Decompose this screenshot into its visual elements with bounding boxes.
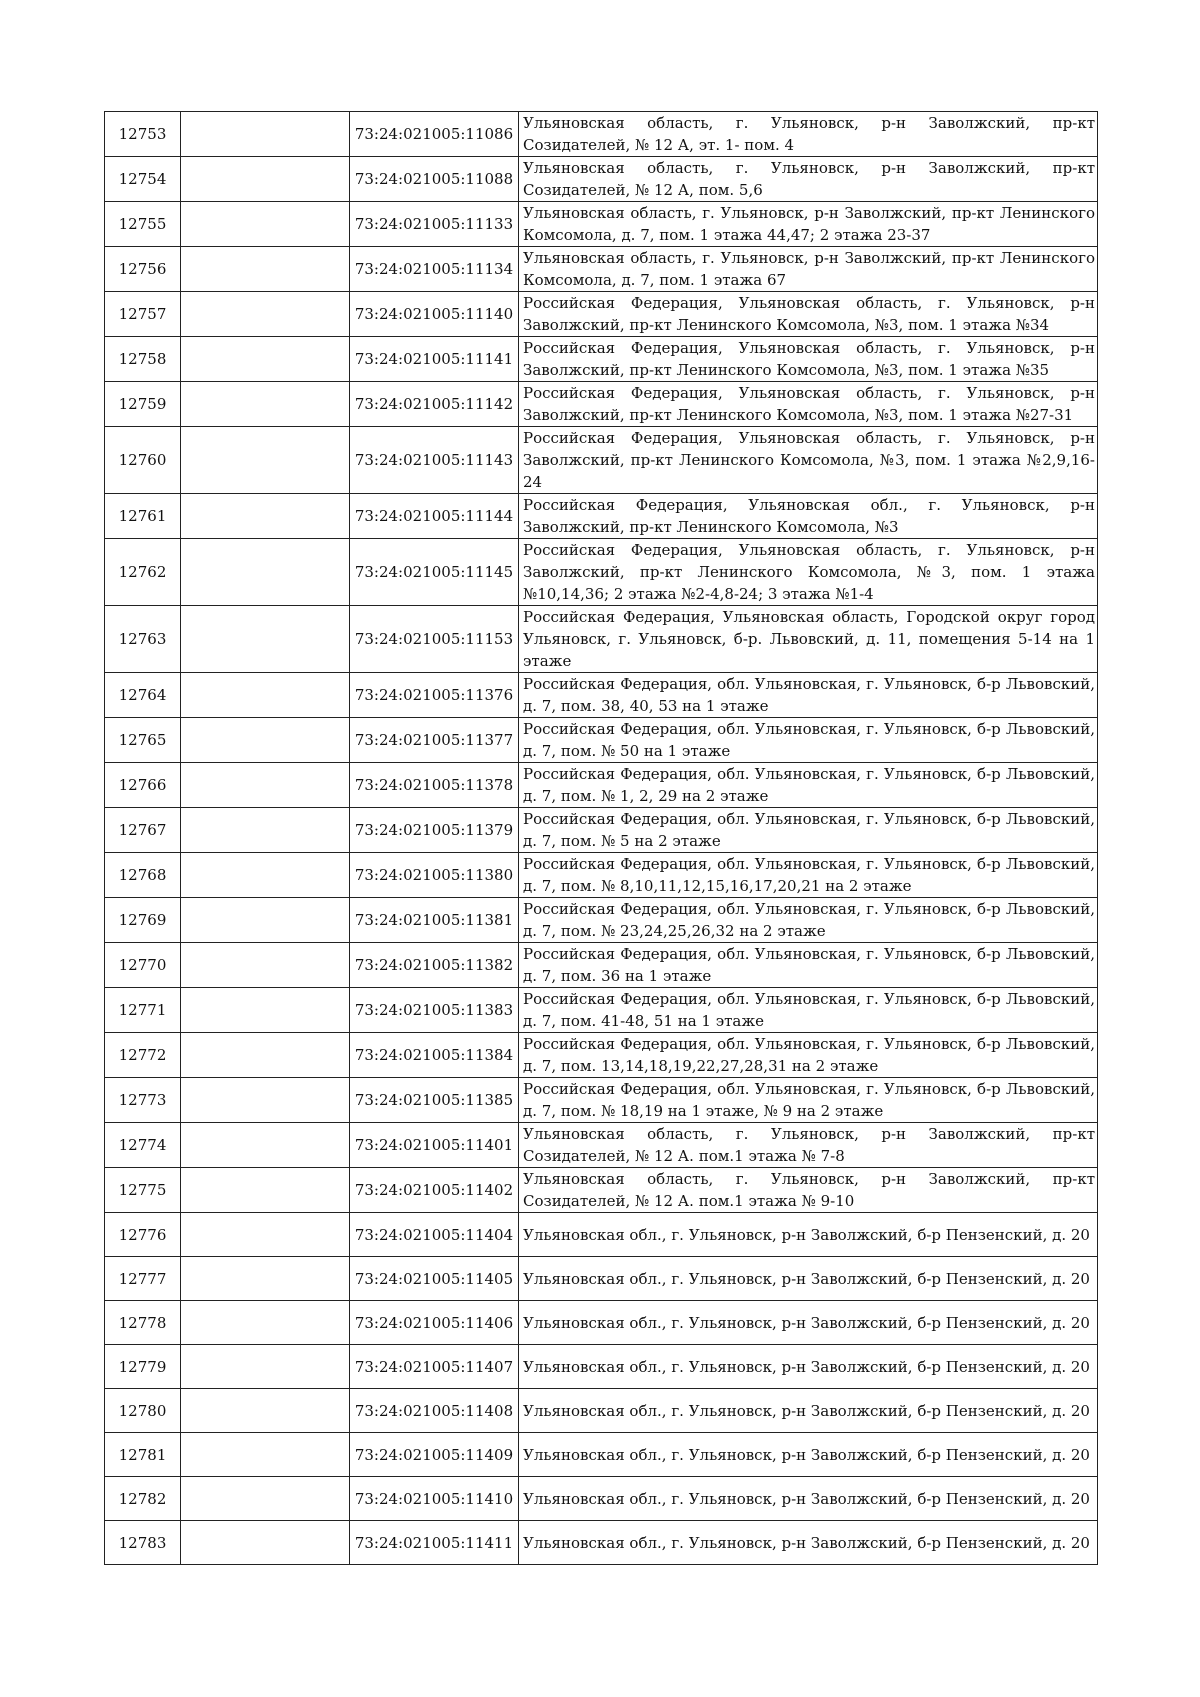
empty-cell xyxy=(181,1078,350,1123)
table-row xyxy=(105,1433,1098,1477)
row-number: 12775 xyxy=(105,1168,181,1213)
cadastral-number: 73:24:021005:11380 xyxy=(350,853,519,898)
cadastral-number: 73:24:021005:11410 xyxy=(350,1477,519,1521)
table-row xyxy=(105,247,1098,292)
row-number: 12762 xyxy=(105,539,181,606)
cadastral-number: 73:24:021005:11405 xyxy=(350,1257,519,1301)
address-cell: Ульяновская обл., г. Ульяновск, р-н Заволжский, б-р Пензенский, д. 20 xyxy=(519,1257,1098,1301)
cadastral-number: 73:24:021005:11377 xyxy=(350,718,519,763)
address-cell: Российская Федерация, обл. Ульяновская, г. Ульяновск, б-р Львовский, д. 7, пом. № 50 на 1 этаже xyxy=(519,718,1098,763)
cadastral-number: 73:24:021005:11407 xyxy=(350,1345,519,1389)
cadastral-number: 73:24:021005:11376 xyxy=(350,673,519,718)
row-number: 12753 xyxy=(105,112,181,157)
cadastral-number: 73:24:021005:11379 xyxy=(350,808,519,853)
table-row xyxy=(105,1078,1098,1123)
cadastral-number: 73:24:021005:11408 xyxy=(350,1389,519,1433)
empty-cell xyxy=(181,292,350,337)
cadastral-number: 73:24:021005:11086 xyxy=(350,112,519,157)
cadastral-number: 73:24:021005:11145 xyxy=(350,539,519,606)
cadastral-number: 73:24:021005:11140 xyxy=(350,292,519,337)
row-number: 12754 xyxy=(105,157,181,202)
cadastral-number: 73:24:021005:11382 xyxy=(350,943,519,988)
address-cell: Ульяновская область, г. Ульяновск, р-н Заволжский, пр-кт Ленинского Комсомола, д. 7, пом. 1 этажа 67 xyxy=(519,247,1098,292)
address-cell: Российская Федерация, Ульяновская область, г. Ульяновск, р-н Заволжский, пр-кт Ленинского Комсомола, №3, пом. 1 этажа №34 xyxy=(519,292,1098,337)
row-number: 12768 xyxy=(105,853,181,898)
cadastral-number: 73:24:021005:11404 xyxy=(350,1213,519,1257)
cadastral-number: 73:24:021005:11411 xyxy=(350,1521,519,1565)
row-number: 12779 xyxy=(105,1345,181,1389)
empty-cell xyxy=(181,1213,350,1257)
row-number: 12771 xyxy=(105,988,181,1033)
row-number: 12756 xyxy=(105,247,181,292)
table-row xyxy=(105,763,1098,808)
row-number: 12766 xyxy=(105,763,181,808)
row-number: 12777 xyxy=(105,1257,181,1301)
table-row xyxy=(105,718,1098,763)
cadastral-number: 73:24:021005:11142 xyxy=(350,382,519,427)
cadastral-number: 73:24:021005:11144 xyxy=(350,494,519,539)
row-number: 12769 xyxy=(105,898,181,943)
table-row xyxy=(105,539,1098,606)
row-number: 12780 xyxy=(105,1389,181,1433)
address-cell: Ульяновская обл., г. Ульяновск, р-н Заволжский, б-р Пензенский, д. 20 xyxy=(519,1477,1098,1521)
table-row xyxy=(105,337,1098,382)
address-cell: Российская Федерация, Ульяновская область, г. Ульяновск, р-н Заволжский, пр-кт Ленинского Комсомола, №3, пом. 1 этажа №10,14,36; 2 этажа №2-4,8-24; 3 этажа №1-4 xyxy=(519,539,1098,606)
empty-cell xyxy=(181,808,350,853)
address-cell: Российская Федерация, обл. Ульяновская, г. Ульяновск, б-р Львовский, д. 7, пом. 41-48, 51 на 1 этаже xyxy=(519,988,1098,1033)
table-row xyxy=(105,202,1098,247)
empty-cell xyxy=(181,1257,350,1301)
cadastral-number: 73:24:021005:11378 xyxy=(350,763,519,808)
empty-cell xyxy=(181,337,350,382)
table-row xyxy=(105,898,1098,943)
table-row xyxy=(105,1521,1098,1565)
empty-cell xyxy=(181,943,350,988)
table-row xyxy=(105,606,1098,673)
table-row xyxy=(105,382,1098,427)
empty-cell xyxy=(181,1168,350,1213)
row-number: 12757 xyxy=(105,292,181,337)
table-row xyxy=(105,292,1098,337)
table-row xyxy=(105,427,1098,494)
row-number: 12773 xyxy=(105,1078,181,1123)
row-number: 12760 xyxy=(105,427,181,494)
empty-cell xyxy=(181,898,350,943)
address-cell: Ульяновская обл., г. Ульяновск, р-н Заволжский, б-р Пензенский, д. 20 xyxy=(519,1213,1098,1257)
row-number: 12774 xyxy=(105,1123,181,1168)
row-number: 12763 xyxy=(105,606,181,673)
table-row xyxy=(105,1213,1098,1257)
table-row xyxy=(105,853,1098,898)
cadastral-number: 73:24:021005:11384 xyxy=(350,1033,519,1078)
cadastral-number: 73:24:021005:11409 xyxy=(350,1433,519,1477)
empty-cell xyxy=(181,1389,350,1433)
empty-cell xyxy=(181,988,350,1033)
empty-cell xyxy=(181,1433,350,1477)
row-number: 12781 xyxy=(105,1433,181,1477)
address-cell: Ульяновская обл., г. Ульяновск, р-н Заволжский, б-р Пензенский, д. 20 xyxy=(519,1521,1098,1565)
empty-cell xyxy=(181,247,350,292)
table-row xyxy=(105,943,1098,988)
table-row xyxy=(105,1301,1098,1345)
empty-cell xyxy=(181,718,350,763)
row-number: 12767 xyxy=(105,808,181,853)
address-cell: Ульяновская обл., г. Ульяновск, р-н Заволжский, б-р Пензенский, д. 20 xyxy=(519,1301,1098,1345)
empty-cell xyxy=(181,606,350,673)
table-row xyxy=(105,988,1098,1033)
address-cell: Российская Федерация, Ульяновская обл., г. Ульяновск, р-н Заволжский, пр-кт Ленинского Комсомола, №3 xyxy=(519,494,1098,539)
empty-cell xyxy=(181,539,350,606)
cadastral-number: 73:24:021005:11134 xyxy=(350,247,519,292)
address-cell: Ульяновская область, г. Ульяновск, р-н Заволжский, пр-кт Ленинского Комсомола, д. 7, пом. 1 этажа 44,47; 2 этажа 23-37 xyxy=(519,202,1098,247)
address-cell: Российская Федерация, обл. Ульяновская, г. Ульяновск, б-р Львовский, д. 7, пом. № 5 на 2 этаже xyxy=(519,808,1098,853)
address-cell: Российская Федерация, обл. Ульяновская, г. Ульяновск, б-р Львовский, д. 7, пом. 38, 40, 53 на 1 этаже xyxy=(519,673,1098,718)
cadastral-number: 73:24:021005:11153 xyxy=(350,606,519,673)
row-number: 12778 xyxy=(105,1301,181,1345)
empty-cell xyxy=(181,382,350,427)
empty-cell xyxy=(181,1521,350,1565)
address-cell: Российская Федерация, Ульяновская область, г. Ульяновск, р-н Заволжский, пр-кт Ленинского Комсомола, №3, пом. 1 этажа №27-31 xyxy=(519,382,1098,427)
registry-table xyxy=(104,111,1098,1565)
table-row xyxy=(105,673,1098,718)
cadastral-number: 73:24:021005:11143 xyxy=(350,427,519,494)
row-number: 12761 xyxy=(105,494,181,539)
address-cell: Российская Федерация, Ульяновская область, г. Ульяновск, р-н Заволжский, пр-кт Ленинского Комсомола, №3, пом. 1 этажа №35 xyxy=(519,337,1098,382)
address-cell: Российская Федерация, обл. Ульяновская, г. Ульяновск, б-р Львовский, д. 7, пом. № 23,24,25,26,32 на 2 этаже xyxy=(519,898,1098,943)
row-number: 12765 xyxy=(105,718,181,763)
row-number: 12772 xyxy=(105,1033,181,1078)
empty-cell xyxy=(181,673,350,718)
empty-cell xyxy=(181,763,350,808)
empty-cell xyxy=(181,202,350,247)
empty-cell xyxy=(181,1033,350,1078)
address-cell: Ульяновская область, г. Ульяновск, р-н Заволжский, пр-кт Созидателей, № 12 А, эт. 1- пом. 4 xyxy=(519,112,1098,157)
table-row xyxy=(105,1168,1098,1213)
empty-cell xyxy=(181,157,350,202)
cadastral-number: 73:24:021005:11406 xyxy=(350,1301,519,1345)
table-row xyxy=(105,494,1098,539)
row-number: 12764 xyxy=(105,673,181,718)
empty-cell xyxy=(181,853,350,898)
cadastral-number: 73:24:021005:11088 xyxy=(350,157,519,202)
empty-cell xyxy=(181,1477,350,1521)
row-number: 12759 xyxy=(105,382,181,427)
table-row xyxy=(105,157,1098,202)
address-cell: Российская Федерация, обл. Ульяновская, г. Ульяновск, б-р Львовский, д. 7, пом. 13,14,18,19,22,27,28,31 на 2 этаже xyxy=(519,1033,1098,1078)
cadastral-number: 73:24:021005:11141 xyxy=(350,337,519,382)
address-cell: Российская Федерация, обл. Ульяновская, г. Ульяновск, б-р Львовский, д. 7, пом. № 8,10,11,12,15,16,17,20,21 на 2 этаже xyxy=(519,853,1098,898)
empty-cell xyxy=(181,1345,350,1389)
table-row xyxy=(105,1123,1098,1168)
cadastral-number: 73:24:021005:11385 xyxy=(350,1078,519,1123)
row-number: 12758 xyxy=(105,337,181,382)
address-cell: Российская Федерация, обл. Ульяновская, г. Ульяновск, б-р Львовский, д. 7, пом. № 18,19 на 1 этаже, № 9 на 2 этаже xyxy=(519,1078,1098,1123)
table-row xyxy=(105,112,1098,157)
cadastral-number: 73:24:021005:11381 xyxy=(350,898,519,943)
table-row xyxy=(105,1477,1098,1521)
row-number: 12782 xyxy=(105,1477,181,1521)
empty-cell xyxy=(181,112,350,157)
address-cell: Ульяновская обл., г. Ульяновск, р-н Заволжский, б-р Пензенский, д. 20 xyxy=(519,1433,1098,1477)
row-number: 12783 xyxy=(105,1521,181,1565)
row-number: 12755 xyxy=(105,202,181,247)
address-cell: Ульяновская обл., г. Ульяновск, р-н Заволжский, б-р Пензенский, д. 20 xyxy=(519,1389,1098,1433)
address-cell: Российская Федерация, обл. Ульяновская, г. Ульяновск, б-р Львовский, д. 7, пом. 36 на 1 этаже xyxy=(519,943,1098,988)
cadastral-number: 73:24:021005:11383 xyxy=(350,988,519,1033)
table-row xyxy=(105,1345,1098,1389)
address-cell: Российская Федерация, Ульяновская область, г. Ульяновск, р-н Заволжский, пр-кт Ленинского Комсомола, №3, пом. 1 этажа №2,9,16-24 xyxy=(519,427,1098,494)
empty-cell xyxy=(181,494,350,539)
address-cell: Российская Федерация, Ульяновская область, Городской округ город Ульяновск, г. Ульяновск, б-р. Львовский, д. 11, помещения 5-14 на 1 этаже xyxy=(519,606,1098,673)
cadastral-number: 73:24:021005:11133 xyxy=(350,202,519,247)
row-number: 12776 xyxy=(105,1213,181,1257)
address-cell: Ульяновская область, г. Ульяновск, р-н Заволжский, пр-кт Созидателей, № 12 А. пом.1 этажа № 7-8 xyxy=(519,1123,1098,1168)
registry-table-body xyxy=(105,112,1098,1565)
table-row xyxy=(105,1389,1098,1433)
table-row xyxy=(105,808,1098,853)
row-number: 12770 xyxy=(105,943,181,988)
empty-cell xyxy=(181,427,350,494)
address-cell: Ульяновская область, г. Ульяновск, р-н Заволжский, пр-кт Созидателей, № 12 А. пом.1 этажа № 9-10 xyxy=(519,1168,1098,1213)
empty-cell xyxy=(181,1301,350,1345)
address-cell: Ульяновская обл., г. Ульяновск, р-н Заволжский, б-р Пензенский, д. 20 xyxy=(519,1345,1098,1389)
address-cell: Российская Федерация, обл. Ульяновская, г. Ульяновск, б-р Львовский, д. 7, пом. № 1, 2, 29 на 2 этаже xyxy=(519,763,1098,808)
address-cell: Ульяновская область, г. Ульяновск, р-н Заволжский, пр-кт Созидателей, № 12 А, пом. 5,6 xyxy=(519,157,1098,202)
table-row xyxy=(105,1033,1098,1078)
table-row xyxy=(105,1257,1098,1301)
cadastral-number: 73:24:021005:11402 xyxy=(350,1168,519,1213)
empty-cell xyxy=(181,1123,350,1168)
cadastral-number: 73:24:021005:11401 xyxy=(350,1123,519,1168)
